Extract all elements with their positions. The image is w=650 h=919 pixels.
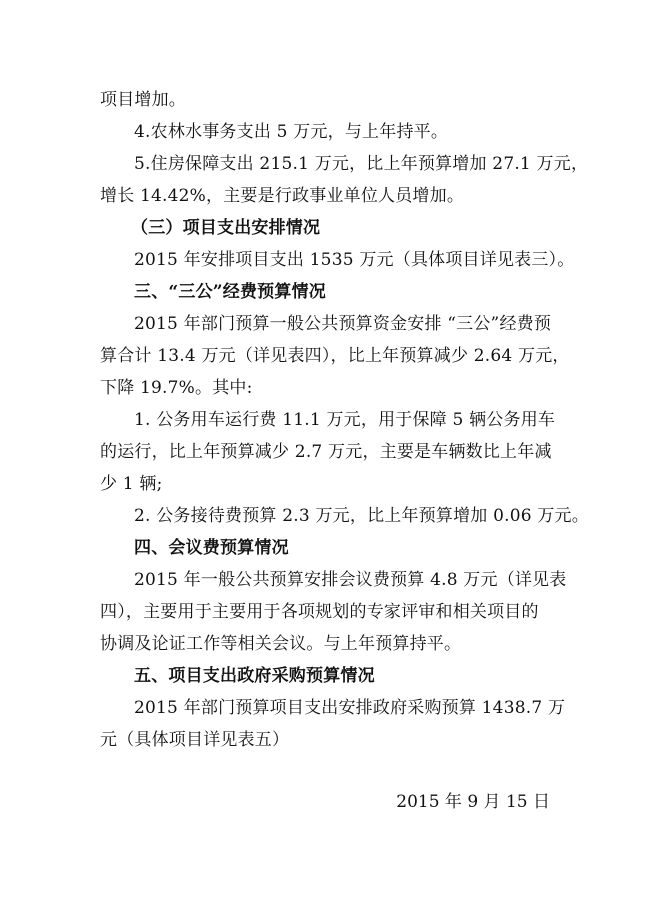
paragraph-line: 少 1 辆;	[100, 474, 163, 494]
paragraph-line: 项目增加。	[100, 90, 186, 110]
paragraph-line: 算合计 13.4 万元（详见表四），比上年预算减少 2.64 万元，	[100, 346, 570, 366]
paragraph-line: 2015 年一般公共预算安排会议费预算 4.8 万元（详见表	[134, 570, 567, 590]
section-heading: 四、会议费预算情况	[134, 538, 289, 558]
section-heading: 五、项目支出政府采购预算情况	[134, 666, 375, 686]
paragraph-line: 下降 19.7%。其中:	[100, 378, 253, 398]
paragraph-line: 5.住房保障支出 215.1 万元，比上年预算增加 27.1 万元，	[134, 154, 589, 174]
paragraph-line: 2. 公务接待费预算 2.3 万元，比上年预算增加 0.06 万元。	[134, 506, 589, 526]
paragraph-line: 1. 公务用车运行费 11.1 万元，用于保障 5 辆公务用车	[134, 410, 556, 430]
paragraph-line: 的运行，比上年预算减少 2.7 万元，主要是车辆数比上年减	[100, 442, 552, 462]
paragraph-line: 4.农林水事务支出 5 万元，与上年持平。	[134, 122, 449, 142]
paragraph-line: 2015 年部门预算一般公共预算资金安排 “三公”经费预	[134, 314, 552, 334]
paragraph-line: 2015 年安排项目支出 1535 万元（具体项目详见表三）。	[134, 250, 575, 270]
paragraph-line: 2015 年部门预算项目支出安排政府采购预算 1438.7 万	[134, 698, 566, 718]
paragraph-line: 增长 14.42%，主要是行政事业单位人员增加。	[100, 186, 465, 206]
paragraph-line: 协调及论证工作等相关会议。与上年预算持平。	[100, 634, 462, 654]
document-date: 2015 年 9 月 15 日	[396, 792, 550, 812]
section-heading: 三、“三公”经费预算情况	[134, 282, 326, 302]
paragraph-line: 元（具体项目详见表五）	[100, 730, 290, 750]
section-heading: （三）项目支出安排情况	[131, 218, 321, 238]
paragraph-line: 四），主要用于主要用于各项规划的专家评审和相关项目的	[100, 602, 539, 622]
